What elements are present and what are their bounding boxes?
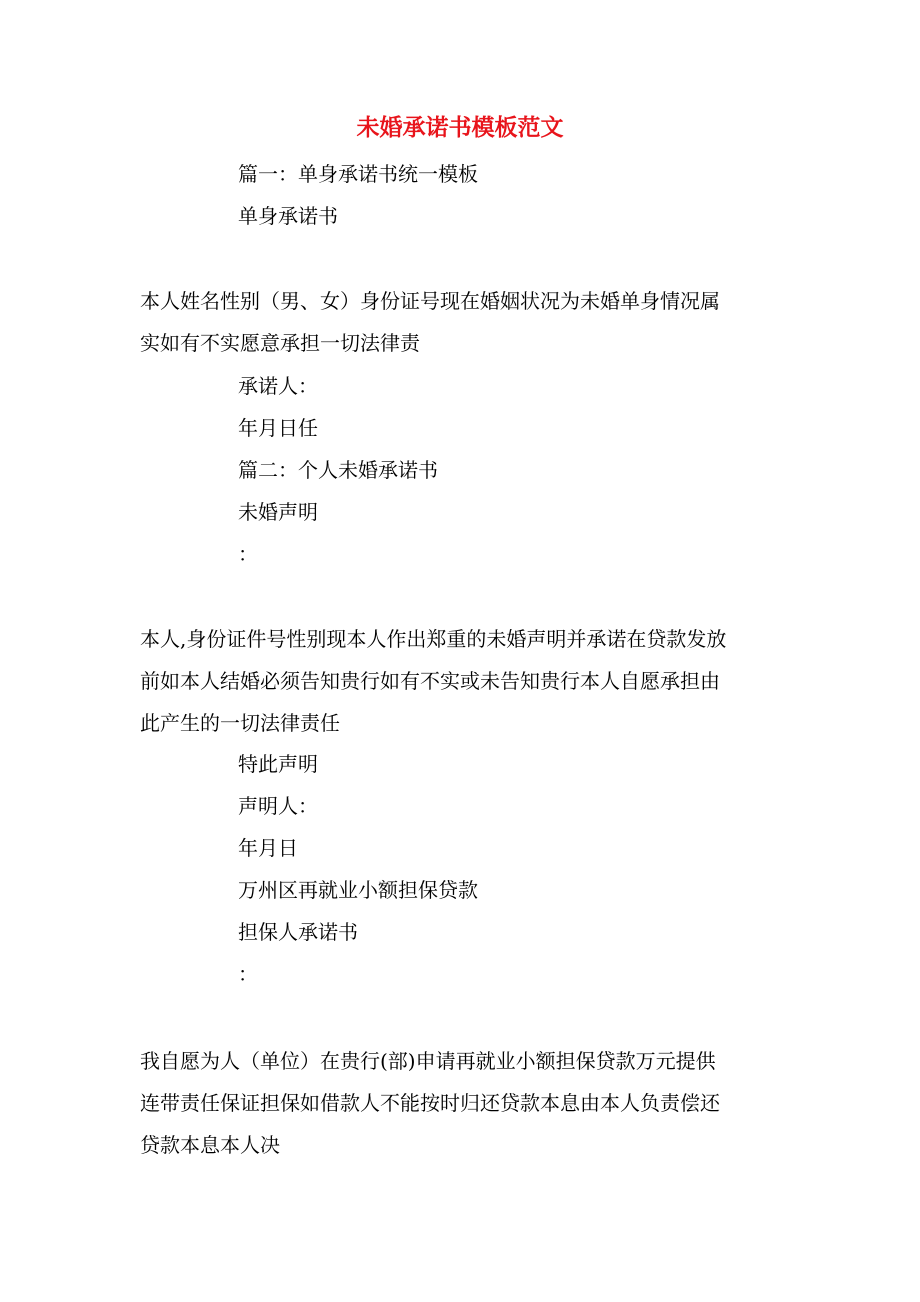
section2-body-line: 此产生的一切法律责任 [140,711,340,735]
section2-colon: ： [238,542,258,566]
section1-body-line: 本人姓名性别（男、女）身份证号现在婚姻状况为未婚单身情况属 [140,289,720,313]
section1-heading: 篇一：单身承诺书统一模板 [238,162,478,186]
section2-closing: 特此声明 [238,752,318,776]
section2-body [140,618,780,744]
section2-body2 [140,1040,780,1166]
section2-body2-line: 我自愿为人（单位）在贵行(部)申请再就业小额担保贷款万元提供 [140,1049,716,1073]
section2-colon2: ： [238,962,258,986]
section2-org-line: 万州区再就业小额担保贷款 [238,878,478,902]
section2-body2-line: 贷款本息本人决 [140,1133,280,1157]
section2-body2-line: 连带责任保证担保如借款人不能按时归还贷款本息由本人负责偿还 [140,1091,720,1115]
document-title: 未婚承诺书模板范文 [356,114,564,141]
section1-date-label: 年月日任 [238,416,318,440]
section2-signer-label: 声明人： [238,794,318,818]
section1-signer-label: 承诺人： [238,374,318,398]
section2-heading: 篇二：个人未婚承诺书 [238,458,438,482]
section2-subheading: 未婚声明 [238,500,318,524]
section2-date-label: 年月日 [238,836,298,860]
section1-body-line: 实如有不实愿意承担一切法律责 [140,331,420,355]
section2-body-line: 前如本人结婚必须告知贵行如有不实或未告知贵行本人自愿承担由 [140,669,720,693]
section1-body [140,280,780,364]
section2-body-line: 本人,身份证件号性别现本人作出郑重的未婚声明并承诺在贷款发放 [140,627,727,651]
section2-guarantor-title: 担保人承诺书 [238,920,358,944]
section1-subheading: 单身承诺书 [238,204,338,228]
